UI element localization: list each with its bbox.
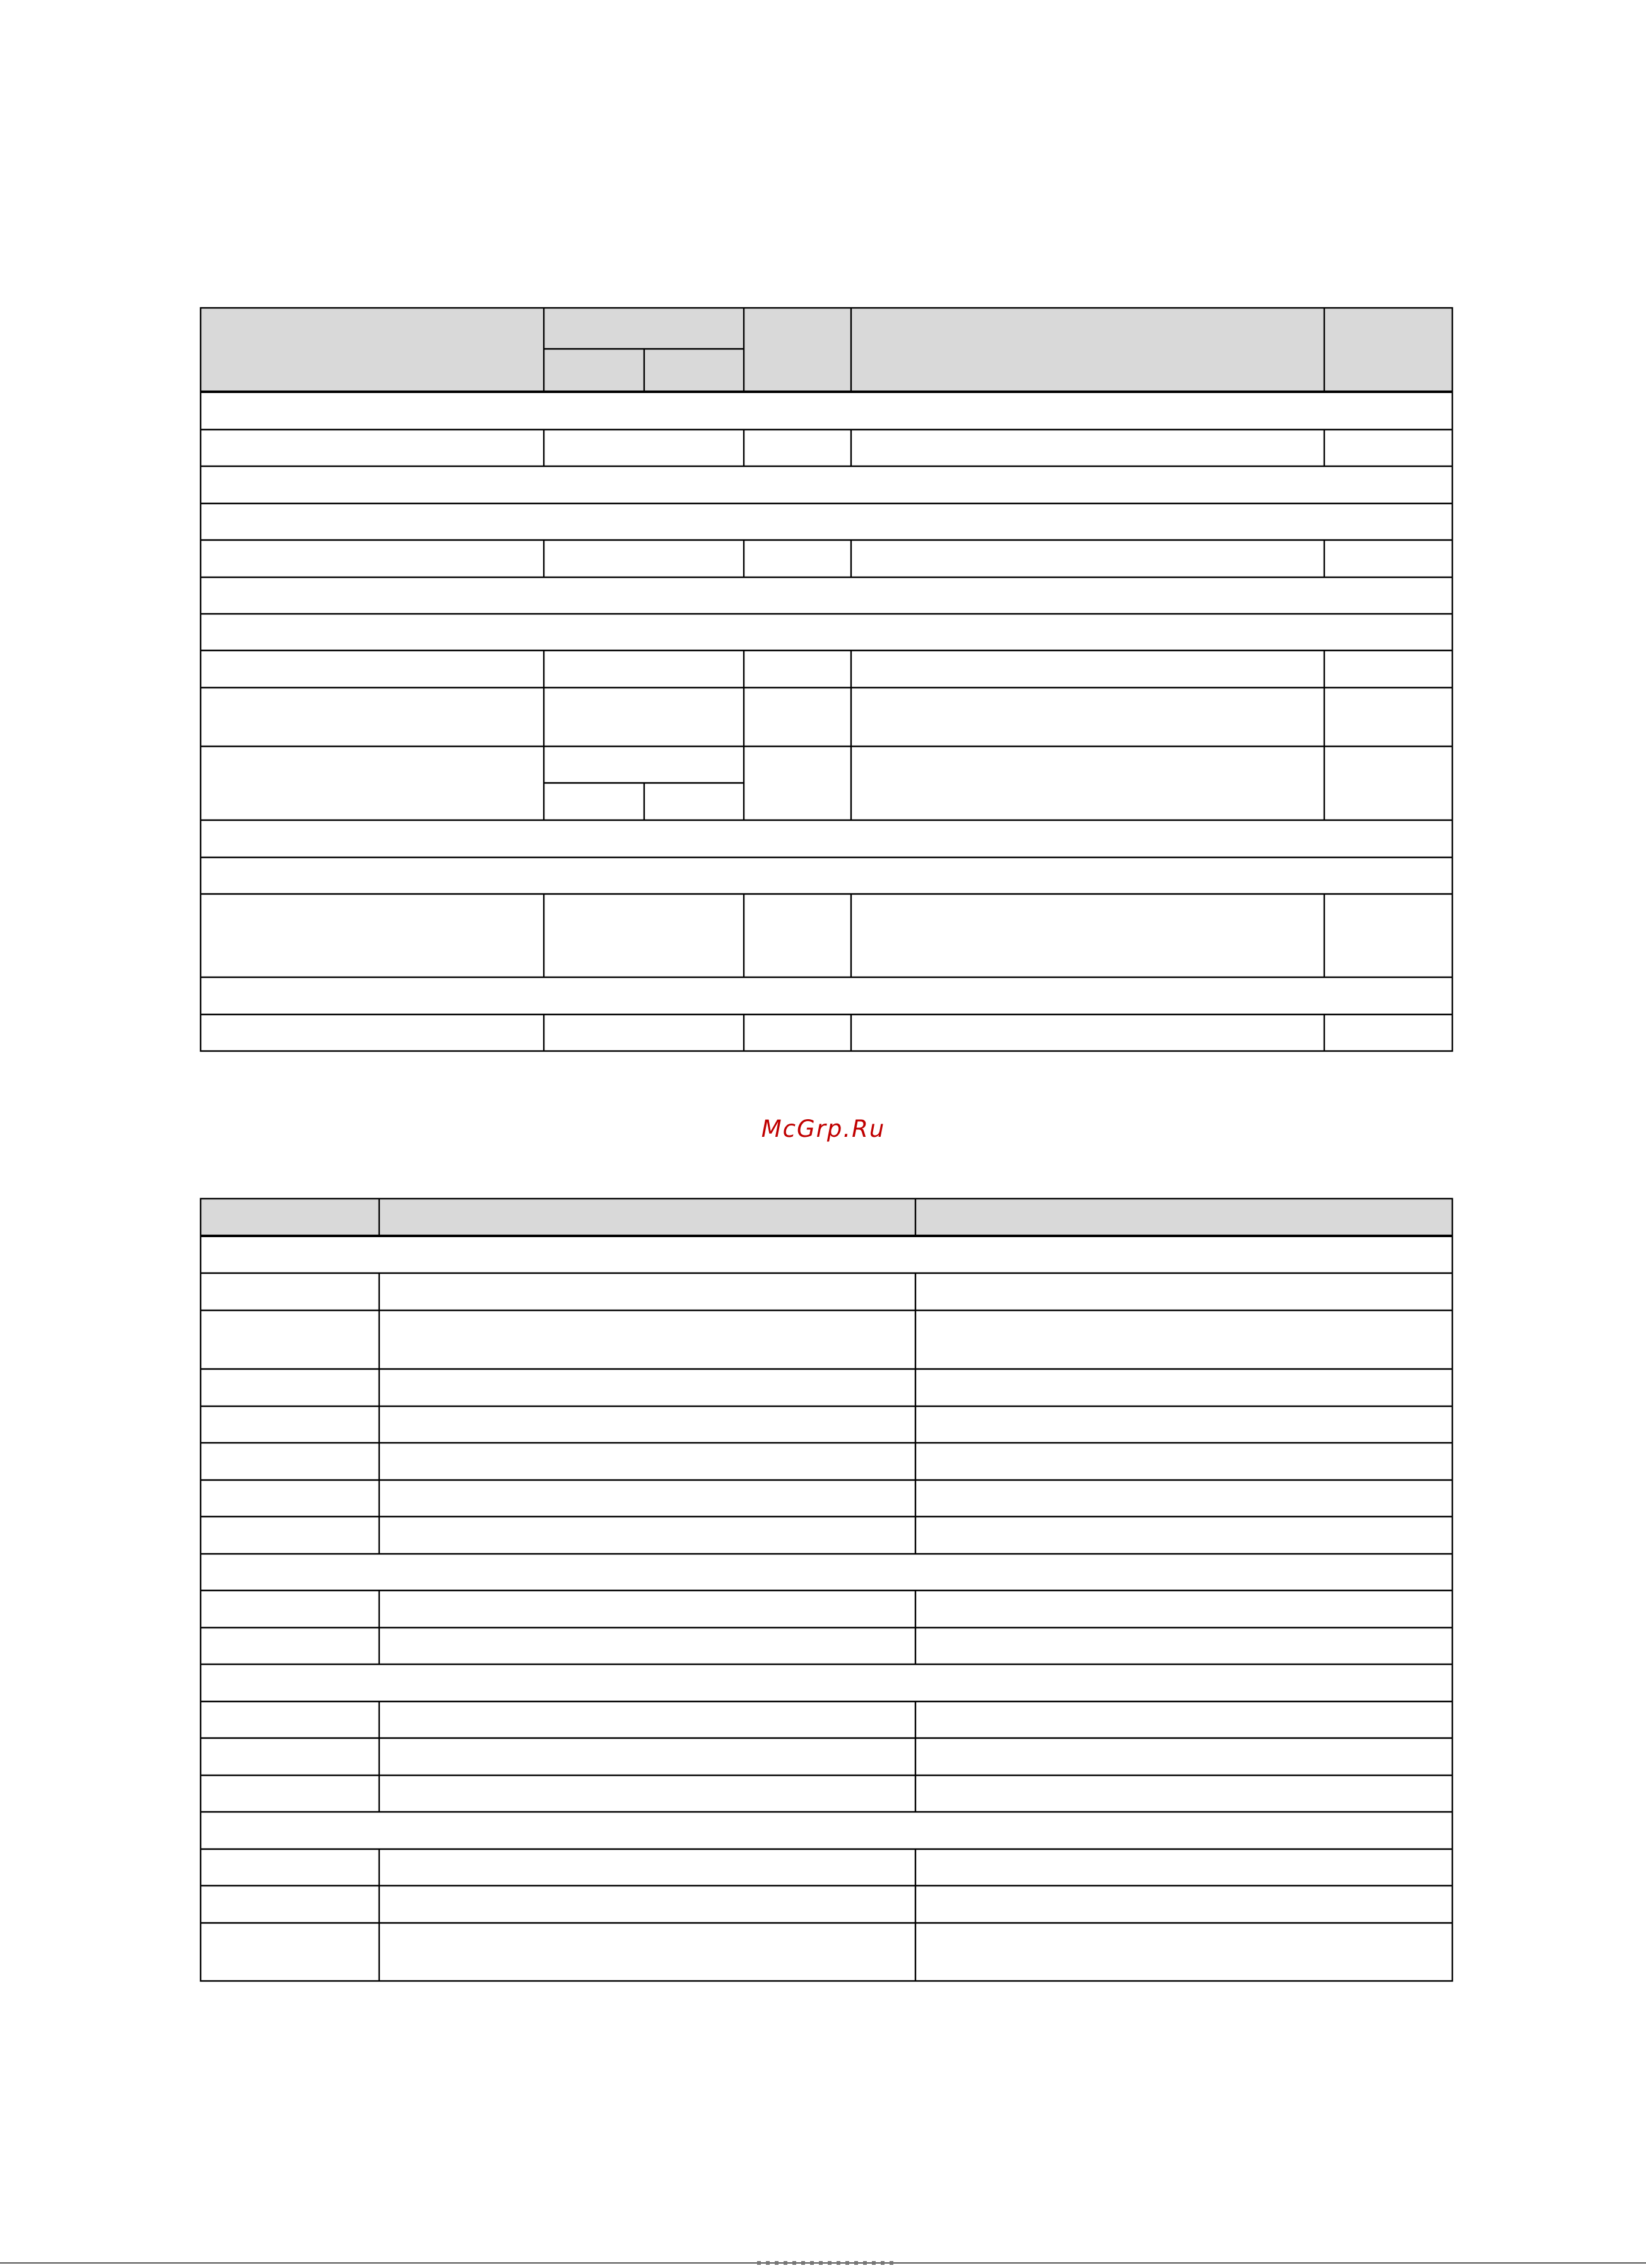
table1-header-cell-2 [544, 308, 744, 349]
table1-header-cell-1 [201, 308, 544, 392]
parameter-table [201, 308, 1452, 1051]
table2-header-cell-3 [915, 1199, 1452, 1236]
watermark-text: McGrp.Ru [761, 1115, 886, 1143]
table1-header-cell-2b [644, 349, 744, 392]
settings-table [201, 1199, 1452, 1981]
table1-header-cell-5 [1324, 308, 1452, 392]
table2-header-cell-1 [201, 1199, 379, 1236]
table1-header-cell-2a [544, 349, 644, 392]
table2-header-cell-2 [379, 1199, 915, 1236]
table1-header-cell-4 [851, 308, 1324, 392]
table1-header-cell-3 [744, 308, 851, 392]
page-bottom-marks [757, 2261, 896, 2265]
